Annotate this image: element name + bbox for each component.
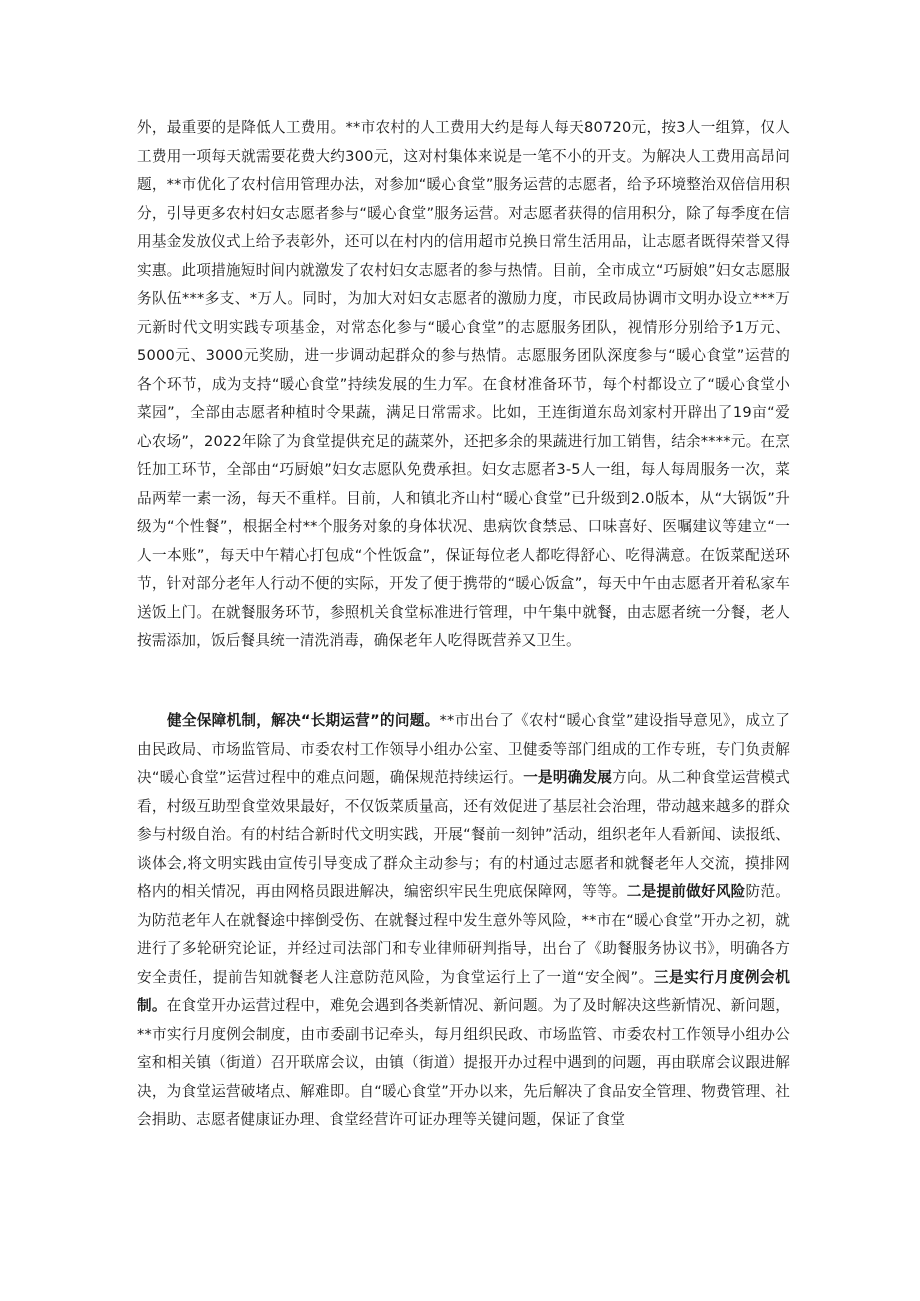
point-three-heading: 三是实行月度例会机制。 (137, 968, 790, 1014)
body-text-block-2 (137, 707, 790, 1135)
paragraph-continuation: 外，最重要的是降低人工费用。**市农村的人工费用大约是每人每天80720元，按3人一组算，仅人工费用一项每天就需要花费大约300元，这对村集体来说是一笔不小的开支。为解决人工费用高昂问题，**市优化了农村信用管理办法，对参加“暖心食堂”服务运营的志愿者，给予环境整治双倍信用积分，引导更多农村妇女志愿者参与“暖心食堂”服务运营。对志愿者获得的信用积分，除了每季度在信用基金发放仪式上给予表彰外，还可以在村内的信用超市兑换日常生活用品，让志愿者既得荣誉又得实惠。此项措施短时间内就激发了农村妇女志愿者的参与热情。目前，全市成立“巧厨娘”妇女志愿服务队伍***多支、*万人。同时，为加大对妇女志愿者的激励力度，市民政局协调市文明办设立***万元新时代文明实践专项基金，对常态化参与“暖心食堂”的志愿服务团队，视情形分别给予1万元、5000元、3000元奖励，进一步调动起群众的参与热情。志愿服务团队深度参与“暖心食堂”运营的各个环节，成为支持“暖心食堂”持续发展的生力军。在食材准备环节，每个村都设立了“暖心食堂小菜园”，全部由志愿者种植时令果蔬，满足日常需求。比如，王连街道东岛刘家村开辟出了19亩“爱心农场”，2022年除了为食堂提供充足的蔬菜外，还把多余的果蔬进行加工销售，结余****元。在烹饪加工环节，全部由“巧厨娘”妇女志愿队免费承担。妇女志愿者3-5人一组，每人每周服务一次，菜品两荤一素一汤，每天不重样。目前，人和镇北齐山村“暖心食堂”已升级到2.0版本，从“大锅饭”升级为“个性餐”，根据全村**个服务对象的身体状况、患病饮食禁忌、口味喜好、医嘱建议等建立“一人一本账”，每天中午精心打包成“个性饭盒”，保证每位老人都吃得舒心、吃得满意。在饭菜配送环节，针对部分老年人行动不便的实际，开发了便于携带的“暖心饭盒”，每天中午由志愿者开着私家车送饭上门。在就餐服务环节，参照机关食堂标准进行管理，中午集中就餐，由志愿者统一分餐，老人按需添加，饭后餐具统一清洗消毒，确保老年人吃得既营养又卫生。 (137, 119, 790, 649)
point-one-heading: 一是明确发展 (523, 769, 613, 786)
paragraph-text: 方向。从二种食堂运营模式看，村级互助型食堂效果最好，不仅饭菜质量高，还有效促进了基层社会治理，带动越来越多的群众参与村级自治。有的村结合新时代文明实践，开展“餐前一刻钟”活动，组织老年人看新闻、读报纸、谈体会,将文明实践由宣传引导变成了群众主动参与；有的村通过志愿者和就餐老年人交流，摸排网格内的相关情况，再由网格员跟进解决，编密织牢民生兜底保障网，等等。 (137, 769, 790, 900)
point-two-heading: 二是提前做好风险 (626, 883, 746, 900)
paragraph-text: 在食堂开办运营过程中，难免会遇到各类新情况、新问题。为了及时解决这些新情况、新问题，**市实行月度例会制度，由市委副书记牵头，每月组织民政、市场监管、市委农村工作领导小组办公室和相关镇（街道）召开联席会议，由镇（街道）提报开办过程中遇到的问题，再由联席会议跟进解决，为食堂运营破堵点、解难即。自“暖心食堂”开办以来，先后解决了食品安全管理、物费管理、社会捐助、志愿者健康证办理、食堂经营许可证办理等关键问题，保证了食堂 (137, 997, 790, 1128)
paragraph-safeguard-mechanism (137, 707, 790, 1135)
body-text-block-1 (137, 114, 790, 656)
paragraph-text: **市出台了《农村“暖心食堂”建设指导意见》，成立了由民政局、市场监管局、市委农村工作领导小组办公室、卫健委等部门组成的工作专班，专门负责解决“暖心食堂”运营过程中的难点问题，确保规范持续运行。 (137, 712, 791, 786)
paragraph-text: 防范。为防范老年人在就餐途中摔倒受伤、在就餐过程中发生意外等风险，**市在“暖心食堂”开办之初，就进行了多轮研究论证，并经过司法部门和专业律师研判指导，出台了《助餐服务协议书》，明确各方安全责任，提前告知就餐老人注意防范风险，为食堂运行上了一道“安全阀”。 (137, 883, 790, 986)
section-heading: 健全保障机制，解决“长期运营”的问题。 (167, 712, 440, 729)
